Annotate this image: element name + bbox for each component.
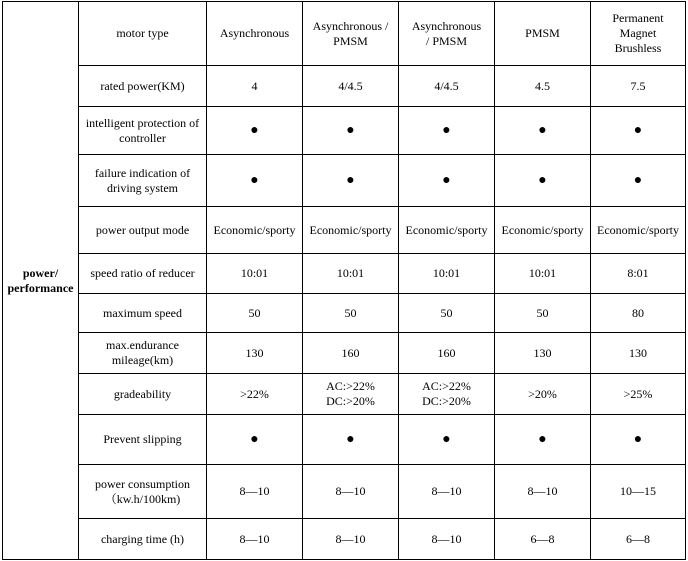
table-cell: 6—8 — [495, 519, 591, 560]
table-cell: 130 — [207, 333, 303, 374]
row-header: speed ratio of reducer — [79, 254, 207, 294]
table-cell: Economic/sporty — [495, 207, 591, 254]
table-cell: 8—10 — [303, 519, 399, 560]
table-cell: 4 — [207, 66, 303, 107]
row-header: charging time (h) — [79, 519, 207, 560]
spec-table-body — [3, 2, 686, 560]
group-label-cell: power/ performance — [3, 2, 79, 560]
table-cell: 8—10 — [399, 465, 495, 519]
table-row — [3, 294, 686, 333]
table-cell: 130 — [591, 333, 686, 374]
table-cell: Asynchronous / PMSM — [303, 2, 399, 66]
table-cell: 10:01 — [399, 254, 495, 294]
row-header: maximum speed — [79, 294, 207, 333]
table-cell: 50 — [303, 294, 399, 333]
table-cell: 160 — [399, 333, 495, 374]
table-cell: 8—10 — [495, 465, 591, 519]
feature-dot-cell: ● — [399, 107, 495, 155]
table-row — [3, 415, 686, 465]
table-cell: PMSM — [495, 2, 591, 66]
table-cell: 50 — [207, 294, 303, 333]
table-cell: >20% — [495, 374, 591, 415]
row-header: failure indication of driving system — [79, 155, 207, 207]
row-header: intelligent protection of controller — [79, 107, 207, 155]
feature-dot-cell: ● — [303, 415, 399, 465]
table-cell: AC:>22% DC:>20% — [399, 374, 495, 415]
table-cell: 50 — [399, 294, 495, 333]
table-cell: >25% — [591, 374, 686, 415]
feature-dot-cell: ● — [495, 155, 591, 207]
feature-dot-cell: ● — [207, 155, 303, 207]
table-row — [3, 374, 686, 415]
row-header: rated power(KM) — [79, 66, 207, 107]
row-header: gradeability — [79, 374, 207, 415]
row-header: motor type — [79, 2, 207, 66]
table-cell: 130 — [495, 333, 591, 374]
table-cell: 50 — [495, 294, 591, 333]
table-cell: Asynchronous / PMSM — [399, 2, 495, 66]
feature-dot-cell: ● — [495, 415, 591, 465]
feature-dot-cell: ● — [591, 155, 686, 207]
table-cell: 160 — [303, 333, 399, 374]
feature-dot-cell: ● — [207, 107, 303, 155]
table-cell: 8—10 — [303, 465, 399, 519]
table-cell: 10:01 — [207, 254, 303, 294]
table-cell: 10:01 — [303, 254, 399, 294]
feature-dot-cell: ● — [207, 415, 303, 465]
row-header: max.endurance mileage(km) — [79, 333, 207, 374]
feature-dot-cell: ● — [399, 155, 495, 207]
feature-dot-cell: ● — [591, 415, 686, 465]
table-cell: 10—15 — [591, 465, 686, 519]
feature-dot-cell: ● — [303, 155, 399, 207]
table-row — [3, 2, 686, 66]
table-cell: Economic/sporty — [303, 207, 399, 254]
table-row — [3, 155, 686, 207]
feature-dot-cell: ● — [303, 107, 399, 155]
table-row — [3, 519, 686, 560]
table-row — [3, 66, 686, 107]
table-cell: >22% — [207, 374, 303, 415]
table-cell: Asynchronous — [207, 2, 303, 66]
table-cell: Economic/sporty — [591, 207, 686, 254]
row-header: Prevent slipping — [79, 415, 207, 465]
row-header: power output mode — [79, 207, 207, 254]
table-cell: Economic/sporty — [399, 207, 495, 254]
table-row — [3, 333, 686, 374]
table-cell: 8—10 — [207, 465, 303, 519]
table-row — [3, 207, 686, 254]
table-cell: Permanent Magnet Brushless — [591, 2, 686, 66]
feature-dot-cell: ● — [591, 107, 686, 155]
table-cell: 4/4.5 — [303, 66, 399, 107]
table-cell: Economic/sporty — [207, 207, 303, 254]
table-cell: 10:01 — [495, 254, 591, 294]
table-cell: 8:01 — [591, 254, 686, 294]
table-cell: 80 — [591, 294, 686, 333]
table-cell: 8—10 — [399, 519, 495, 560]
table-cell: 4/4.5 — [399, 66, 495, 107]
table-cell: 6—8 — [591, 519, 686, 560]
table-row — [3, 254, 686, 294]
feature-dot-cell: ● — [399, 415, 495, 465]
spec-table — [2, 1, 686, 560]
table-cell: AC:>22% DC:>20% — [303, 374, 399, 415]
table-cell: 7.5 — [591, 66, 686, 107]
table-row — [3, 107, 686, 155]
feature-dot-cell: ● — [495, 107, 591, 155]
table-cell: 8—10 — [207, 519, 303, 560]
table-row — [3, 465, 686, 519]
table-cell: 4.5 — [495, 66, 591, 107]
row-header: power consumption （kw.h/100km) — [79, 465, 207, 519]
